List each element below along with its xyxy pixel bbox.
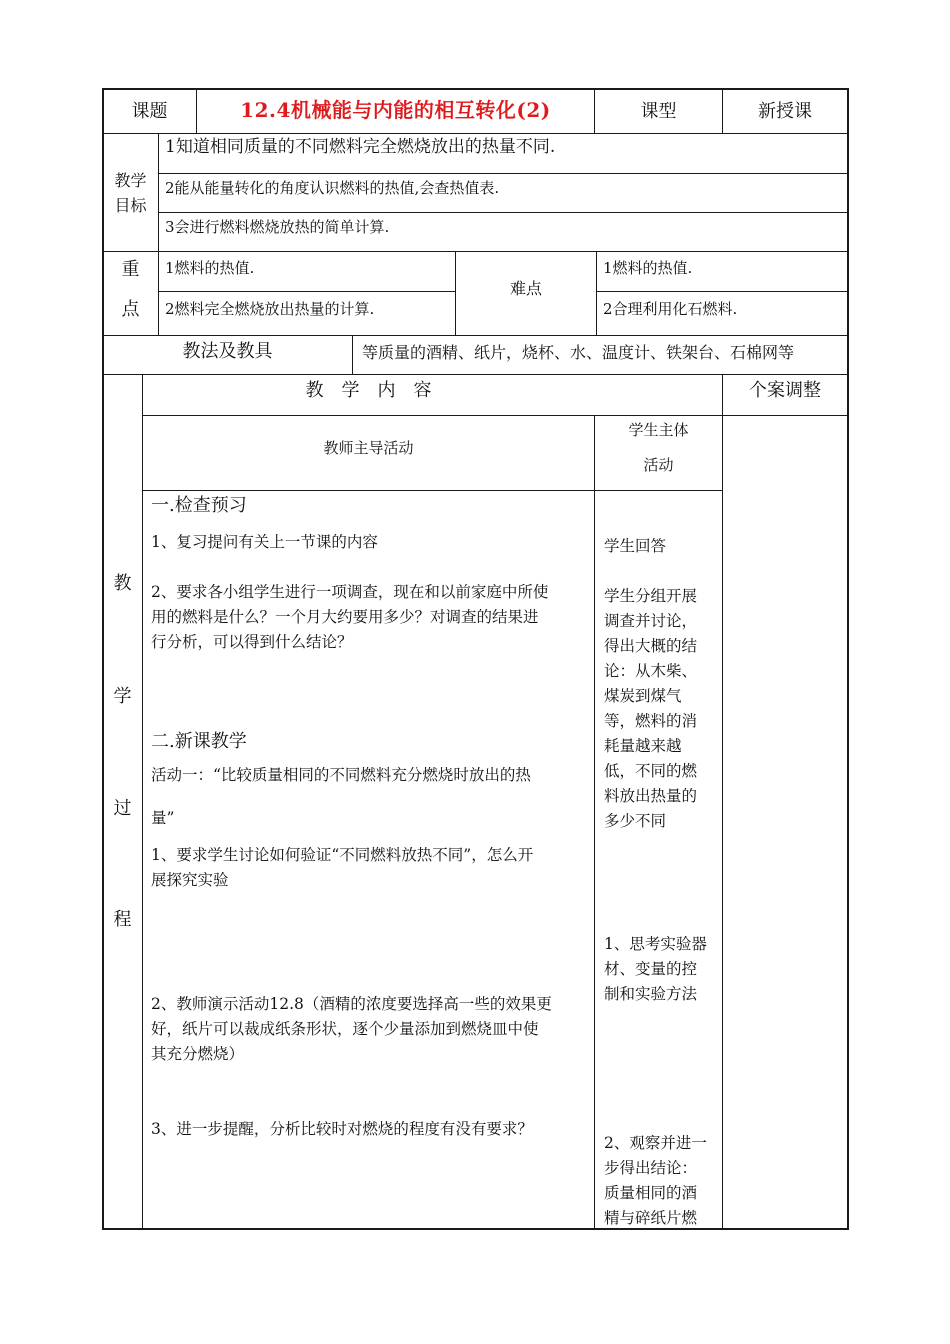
divider (102, 251, 849, 252)
divider (102, 335, 849, 336)
teacher-paragraph: 活动一：“比较质量相同的不同燃料充分燃烧时放出的热 (151, 766, 531, 784)
divider (158, 291, 455, 292)
teacher-paragraph: 行分析，可以得到什么结论？ (151, 633, 353, 651)
lesson-type-label: 课型 (640, 101, 677, 122)
student-line: 1、思考实验器 (604, 935, 707, 953)
divider (596, 251, 597, 336)
section-title: 一.检查预习 (151, 495, 247, 516)
student-line: 制和实验方法 (604, 985, 698, 1003)
keypoint-item: 2燃料完全燃烧放出热量的计算. (165, 300, 375, 318)
teacher-paragraph: 其充分燃烧） (151, 1045, 245, 1063)
student-line: 调查并讨论， (604, 612, 698, 630)
adjust-header: 个案调整 (749, 380, 821, 401)
methods-label: 教法及教具 (182, 341, 273, 362)
teacher-paragraph: 2、要求各小组学生进行一项调查，现在和以前家庭中所使 (151, 583, 549, 601)
divider (142, 374, 143, 1230)
student-response-block (604, 584, 716, 834)
teacher-paragraph: 好，纸片可以裁成纸条形状，逐个少量添加到燃烧皿中使 (151, 1020, 539, 1038)
teacher-paragraph: 3、进一步提醒，分析比较时对燃烧的程度有没有要求？ (151, 1120, 533, 1138)
student-header: 学生主体 (628, 421, 689, 439)
student-line: 2、观察并进一 (604, 1134, 707, 1152)
keypoints-label-2: 点 (121, 299, 140, 320)
table-border-top (102, 88, 849, 90)
divider (158, 212, 849, 213)
divider (102, 133, 849, 134)
teacher-header: 教师主导活动 (323, 439, 414, 457)
student-line: 精与碎纸片燃 (604, 1209, 698, 1227)
objective-item: 2能从能量转化的角度认识燃料的热值,会查热值表. (165, 179, 500, 197)
content-header: 教 学 内 容 (305, 380, 432, 401)
divider (102, 374, 849, 375)
table-border-right (847, 88, 849, 1230)
teacher-paragraph: 1、复习提问有关上一节课的内容 (151, 533, 378, 551)
course-label: 课题 (131, 101, 168, 122)
teacher-paragraph: 2、教师演示活动12.8（酒精的浓度要选择高一些的效果更 (151, 995, 552, 1013)
student-line: 料放出热量的 (604, 787, 698, 805)
section-title: 二.新课教学 (151, 731, 247, 752)
keypoints-label-1: 重 (121, 259, 140, 280)
objective-item: 1知道相同质量的不同燃料完全燃烧放出的热量不同. (165, 137, 556, 157)
divider (158, 133, 159, 336)
student-response-block (604, 1131, 716, 1231)
divider (594, 415, 595, 1230)
teacher-paragraph: 用的燃料是什么？一个月大约要用多少？对调查的结果进 (151, 608, 539, 626)
keypoint-item: 1燃料的热值. (165, 259, 255, 277)
divider (142, 415, 849, 416)
student-line: 等，燃料的消 (604, 712, 698, 730)
teacher-paragraph: 展探究实验 (151, 871, 229, 889)
difficulty-item: 1燃料的热值. (603, 259, 693, 277)
objective-item: 3会进行燃料燃烧放热的简单计算. (165, 218, 390, 236)
lesson-type-value: 新授课 (758, 101, 812, 122)
student-line: 论：从木柴、 (604, 662, 698, 680)
divider (722, 374, 723, 1230)
student-line: 低，不同的燃 (604, 762, 698, 780)
difficulty-label: 难点 (509, 279, 542, 298)
table-border-bottom (102, 1228, 849, 1230)
student-line: 耗量越来越 (604, 737, 682, 755)
divider (142, 490, 723, 491)
objectives-label-2: 目标 (114, 196, 147, 215)
teacher-paragraph: 1、要求学生讨论如何验证“不同燃料放热不同”，怎么开 (151, 846, 534, 864)
divider (352, 335, 353, 375)
student-line: 煤炭到煤气 (604, 687, 682, 705)
divider (596, 291, 849, 292)
student-line: 质量相同的酒 (604, 1184, 698, 1202)
difficulty-item: 2合理利用化石燃料. (603, 300, 738, 318)
process-side-label: 教 (113, 573, 132, 594)
divider (158, 173, 849, 174)
lesson-title: 12.4机械能与内能的相互转化(2) (240, 98, 551, 122)
student-line: 多少不同 (604, 812, 667, 830)
student-line: 材、变量的控 (604, 960, 698, 978)
teacher-paragraph: 量” (151, 809, 175, 827)
student-response-block (604, 932, 716, 1007)
methods-value: 等质量的酒精、纸片，烧杯、水、温度计、铁架台、石棉网等 (362, 343, 795, 362)
student-line: 步得出结论： (604, 1159, 698, 1177)
student-line: 学生分组开展 (604, 587, 698, 605)
process-side-label: 学 (113, 686, 132, 707)
objectives-label-1: 教学 (114, 171, 147, 190)
process-side-label: 程 (113, 909, 132, 930)
student-response: 学生回答 (604, 537, 667, 555)
student-line: 得出大概的结 (604, 637, 698, 655)
student-header: 活动 (643, 456, 674, 474)
process-side-label: 过 (113, 798, 132, 819)
